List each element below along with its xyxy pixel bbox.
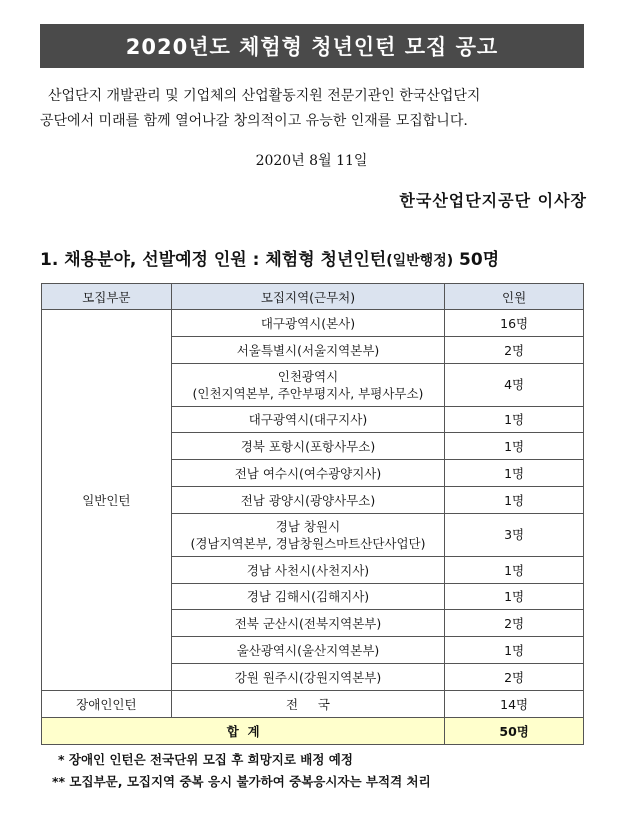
count-cell: 1명 bbox=[445, 556, 584, 583]
region-cell: 전남 여수시(여수광양지사) bbox=[171, 460, 445, 487]
section-heading-count: 50명 bbox=[453, 250, 500, 270]
announcement-date: 2020년 8월 11일 bbox=[255, 153, 368, 169]
footnote-1: * 장애인 인턴은 전국단위 모집 후 희망지로 배정 예정 bbox=[58, 752, 353, 767]
header-region: 모집지역(근무처) bbox=[171, 284, 445, 310]
region-cell: 울산광역시(울산지역본부) bbox=[171, 637, 445, 664]
signer: 한국산업단지공단 이사장 bbox=[399, 191, 587, 210]
count-cell: 1명 bbox=[445, 433, 584, 460]
total-count: 50명 bbox=[445, 717, 584, 744]
table-row bbox=[42, 310, 584, 337]
region-cell bbox=[171, 363, 445, 406]
count-cell: 2명 bbox=[445, 663, 584, 690]
footnotes bbox=[52, 749, 431, 793]
count-cell: 16명 bbox=[445, 310, 584, 337]
disabled-intern-region: 전 국 bbox=[171, 690, 445, 717]
intro-paragraph bbox=[40, 84, 588, 134]
count-cell: 4명 bbox=[445, 363, 584, 406]
region-cell: 경남 김해시(김해지사) bbox=[171, 583, 445, 610]
intro-line-2: 공단에서 미래를 함께 열어나갈 창의적이고 유능한 인재를 모집합니다. bbox=[40, 113, 468, 129]
region-line: (경남지역본부, 경남창원스마트산단사업단) bbox=[190, 535, 426, 551]
intro-line-1: 산업단지 개발관리 및 기업체의 산업활동지원 전문기관인 한국산업단지 bbox=[48, 88, 481, 104]
region-cell: 전북 군산시(전북지역본부) bbox=[171, 610, 445, 637]
section-heading bbox=[40, 245, 499, 270]
region-line: (인천지역본부, 주안부평지사, 부평사무소) bbox=[192, 385, 424, 401]
count-cell: 1명 bbox=[445, 637, 584, 664]
count-cell: 1명 bbox=[445, 486, 584, 513]
region-cell: 대구광역시(대구지사) bbox=[171, 406, 445, 433]
disabled-intern-count: 14명 bbox=[445, 690, 584, 717]
region-line: 인천광역시 bbox=[277, 368, 339, 384]
region-cell: 전남 광양시(광양사무소) bbox=[171, 486, 445, 513]
region-cell: 서울특별시(서울지역본부) bbox=[171, 336, 445, 363]
count-cell: 2명 bbox=[445, 610, 584, 637]
recruitment-table bbox=[41, 283, 584, 745]
count-cell: 2명 bbox=[445, 336, 584, 363]
footnote-2: ** 모집부문, 모집지역 중복 응시 불가하여 중복응시자는 부적격 처리 bbox=[52, 774, 431, 789]
region-cell bbox=[171, 513, 445, 556]
region-cell: 경남 사천시(사천지사) bbox=[171, 556, 445, 583]
total-label: 합 계 bbox=[42, 717, 445, 744]
general-intern-cell: 일반인턴 bbox=[42, 310, 172, 691]
count-cell: 1명 bbox=[445, 583, 584, 610]
count-cell: 3명 bbox=[445, 513, 584, 556]
region-cell: 대구광역시(본사) bbox=[171, 310, 445, 337]
disabled-intern-row bbox=[42, 690, 584, 717]
count-cell: 1명 bbox=[445, 460, 584, 487]
table-header-row bbox=[42, 284, 584, 310]
count-cell: 1명 bbox=[445, 406, 584, 433]
header-category: 모집부문 bbox=[42, 284, 172, 310]
header-count: 인원 bbox=[445, 284, 584, 310]
region-line: 경남 창원시 bbox=[275, 518, 341, 534]
region-cell: 경북 포항시(포항사무소) bbox=[171, 433, 445, 460]
total-row bbox=[42, 717, 584, 744]
section-heading-main: 1. 채용분야, 선발예정 인원 : 체험형 청년인턴 bbox=[40, 250, 387, 270]
disabled-intern-label: 장애인인턴 bbox=[42, 690, 172, 717]
section-heading-sub: (일반행정) bbox=[386, 253, 454, 269]
region-cell: 강원 원주시(강원지역본부) bbox=[171, 663, 445, 690]
page-title: 2020년도 체험형 청년인턴 모집 공고 bbox=[40, 24, 584, 68]
